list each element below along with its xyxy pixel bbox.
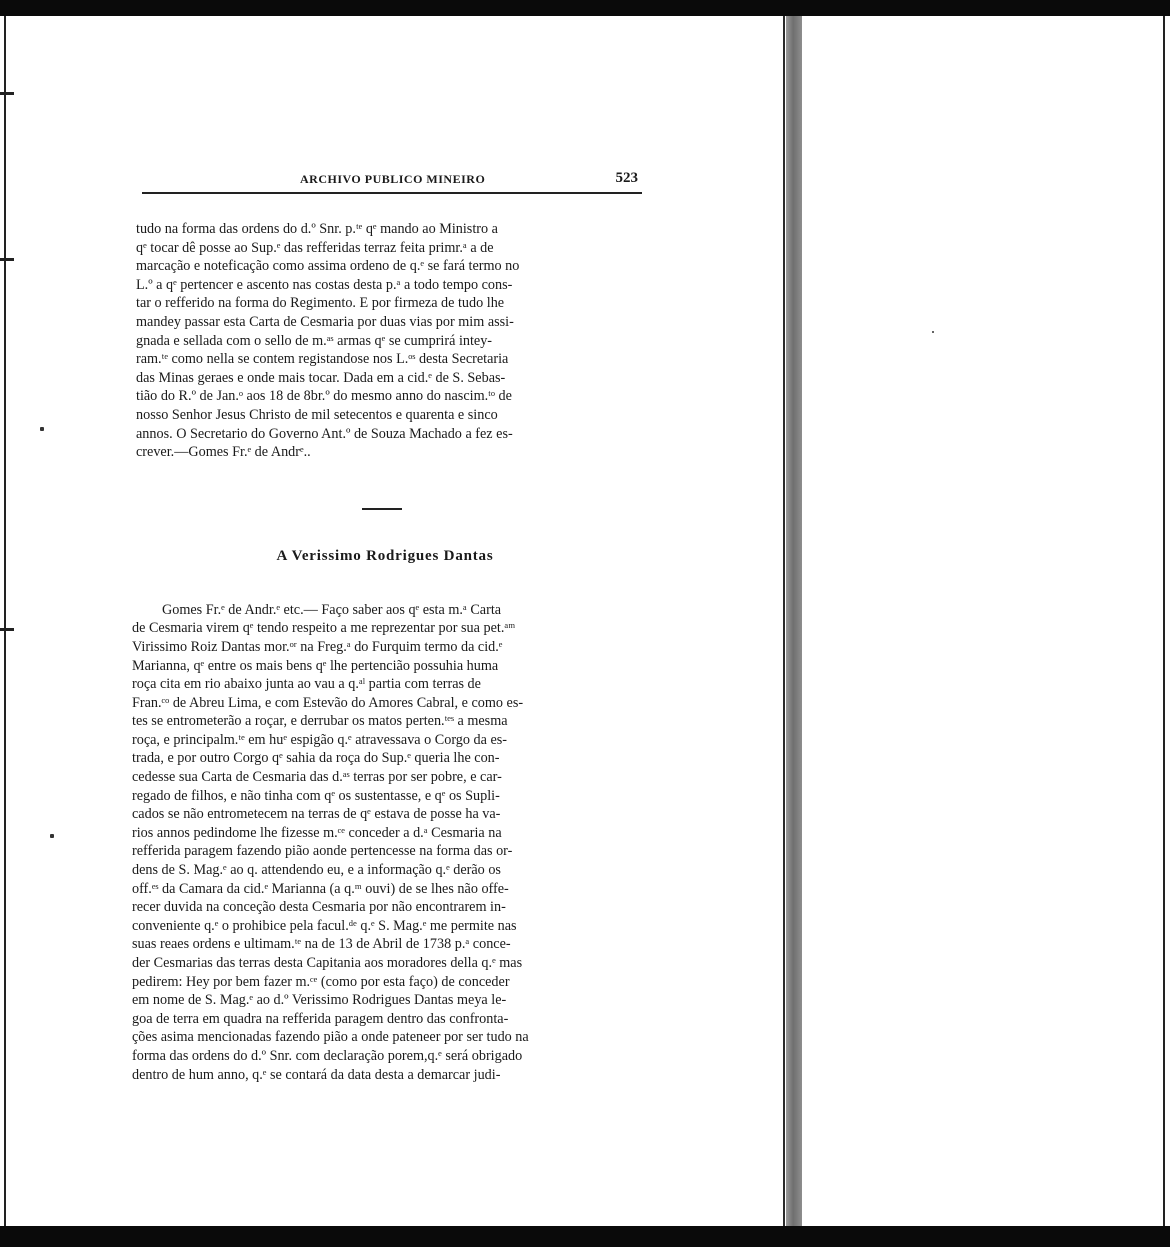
page-edge-line <box>783 16 785 1226</box>
text-line: cedesse sua Carta de Cesmaria das d.ᵃˢ terras por ser pobre, e car- <box>132 769 502 786</box>
text-line: Virissimo Roiz Dantas mor.ᵒʳ na Freg.ᵃ do Furquim termo da cid.ᵉ <box>132 638 503 655</box>
margin-tick-mark <box>0 258 14 261</box>
text-line: tião do R.º de Jan.ᵒ aos 18 de 8br.º do mesmo anno do nascim.ᵗᵒ de <box>136 388 512 405</box>
paragraph-carta-end <box>128 220 642 462</box>
scan-speck <box>40 427 44 431</box>
text-line: ções asima mencionadas fazendo pião a onde pateneer por ser tudo na <box>132 1029 529 1046</box>
scan-speck <box>932 331 934 333</box>
book-gutter-shadow <box>786 16 802 1226</box>
text-line: ram.ᵗᵉ como nella se contem registandose nos L.ᵒˢ desta Secretaria <box>136 351 509 368</box>
scan-top-border <box>0 0 1170 16</box>
text-line: de Cesmaria virem qᵉ tendo respeito a me reprezentar por sua pet.ᵃᵐ <box>132 620 516 637</box>
text-line: Fran.ᶜᵒ de Abreu Lima, e com Estevão do Amores Cabral, e como es- <box>132 694 524 711</box>
text-line: trada, e por outro Corgo qᵉ sahia da roça do Sup.ᵉ queria lhe con- <box>132 750 500 767</box>
paragraph-verissimo-carta <box>128 601 642 1084</box>
scan-left-edge <box>4 16 6 1226</box>
running-head <box>128 168 642 190</box>
header-rule <box>142 192 642 194</box>
text-line: conveniente q.ᵉ o prohibice pela facul.ᵈᵉ q.ᵉ S. Mag.ᵉ me permite nas <box>132 917 517 934</box>
scan-right-edge <box>1163 16 1165 1226</box>
text-line: Gomes Fr.ᵉ de Andr.ᵉ etc.— Faço saber aos qᵉ esta m.ᵃ Carta <box>162 601 502 618</box>
text-line: dentro de hum anno, q.ᵉ se contará da data desta a demarcar judi- <box>132 1066 501 1083</box>
text-line: mandey passar esta Carta de Cesmaria por duas vias por mim assi- <box>136 313 514 330</box>
margin-tick-mark <box>0 92 14 95</box>
text-line: qᵉ tocar dê posse ao Sup.ᵉ das refferidas terraz feita primr.ᵃ a de <box>136 239 494 256</box>
text-line: crever.—Gomes Fr.ᵉ de Andrᵉ.. <box>136 444 311 461</box>
text-line: em nome de S. Mag.ᵉ ao d.º Verissimo Rodrigues Dantas meya le- <box>132 992 507 1009</box>
text-line: annos. O Secretario do Governo Ant.º de Souza Machado a fez es- <box>136 425 513 442</box>
text-line: refferida paragem fazendo pião aonde pertencesse na forma das or- <box>132 843 513 860</box>
text-line: roça, e principalm.ᵗᵉ em huᵉ espigão q.ᵉ atravessava o Corgo da es- <box>132 731 508 748</box>
text-line: L.º a qᵉ pertencer e ascento nas costas desta p.ᵃ a todo tempo cons- <box>136 276 513 293</box>
text-line: regado de filhos, e não tinha com qᵉ os sustentasse, e qᵉ os Supli- <box>132 787 500 804</box>
text-line: roça cita em rio abaixo junta ao vau a q.ᵃˡ partia com terras de <box>132 676 481 693</box>
text-line: rios annos pedindome lhe fizesse m.ᶜᵉ conceder a d.ᵃ Cesmaria na <box>132 824 502 841</box>
margin-tick-mark <box>0 628 14 631</box>
text-line: goa de terra em quadra na refferida paragem dentro das confronta- <box>132 1010 509 1027</box>
section-separator <box>362 508 402 510</box>
text-line: nosso Senhor Jesus Christo de mil setecentos e quarenta e sinco <box>136 406 498 423</box>
section-title: A Verissimo Rodrigues Dantas <box>276 547 494 564</box>
text-line: cados se não entrometecem na terras de qᵉ estava de posse ha va- <box>132 806 501 823</box>
text-line: marcação e noteficação como assima ordeno de q.ᵉ se fará termo no <box>136 258 520 275</box>
text-line: suas reaes ordens e ultimam.ᵗᵉ na de 13 de Abril de 1738 p.ᵃ conce- <box>132 936 511 953</box>
page-number: 523 <box>615 170 638 186</box>
scan-speck <box>50 834 54 838</box>
text-line: Marianna, qᵉ entre os mais bens qᵉ lhe pertencião possuhia huma <box>132 657 499 674</box>
text-line: tudo na forma das ordens do d.º Snr. p.ᵗᵉ qᵉ mando ao Ministro a <box>136 221 498 237</box>
text-line: forma das ordens do d.º Snr. com declaração porem,q.ᵉ será obrigado <box>132 1047 523 1064</box>
text-line: pedirem: Hey por bem fazer m.ᶜᵉ (como por esta faço) de conceder <box>132 973 510 990</box>
book-page <box>128 168 642 1084</box>
text-line: das Minas geraes e onde mais tocar. Dada em a cid.ᵉ de S. Sebas- <box>136 369 506 386</box>
text-line: tar o refferido na forma do Regimento. E por firmeza de tudo lhe <box>136 295 505 312</box>
scan-bottom-border <box>0 1226 1170 1247</box>
text-line: der Cesmarias das terras desta Capitania aos moradores della q.ᵉ mas <box>132 955 523 971</box>
text-line: recer duvida na conceção desta Cesmaria por não encontrarem in- <box>132 899 506 916</box>
running-head-title: ARCHIVO PUBLICO MINEIRO <box>300 172 486 186</box>
text-line: dens de S. Mag.ᵉ ao q. attendendo eu, e a informação q.ᵉ derão os <box>132 862 501 879</box>
text-line: tes se entrometerão a roçar, e derrubar os matos perten.ᵗᵉˢ a mesma <box>132 713 508 730</box>
text-line: gnada e sellada com o sello de m.ᵃˢ armas qᵉ se cumprirá intey- <box>136 332 493 349</box>
text-line: off.ᵉˢ da Camara da cid.ᵉ Marianna (a q.ᵐ ouvi) de se lhes não offe- <box>132 880 509 897</box>
